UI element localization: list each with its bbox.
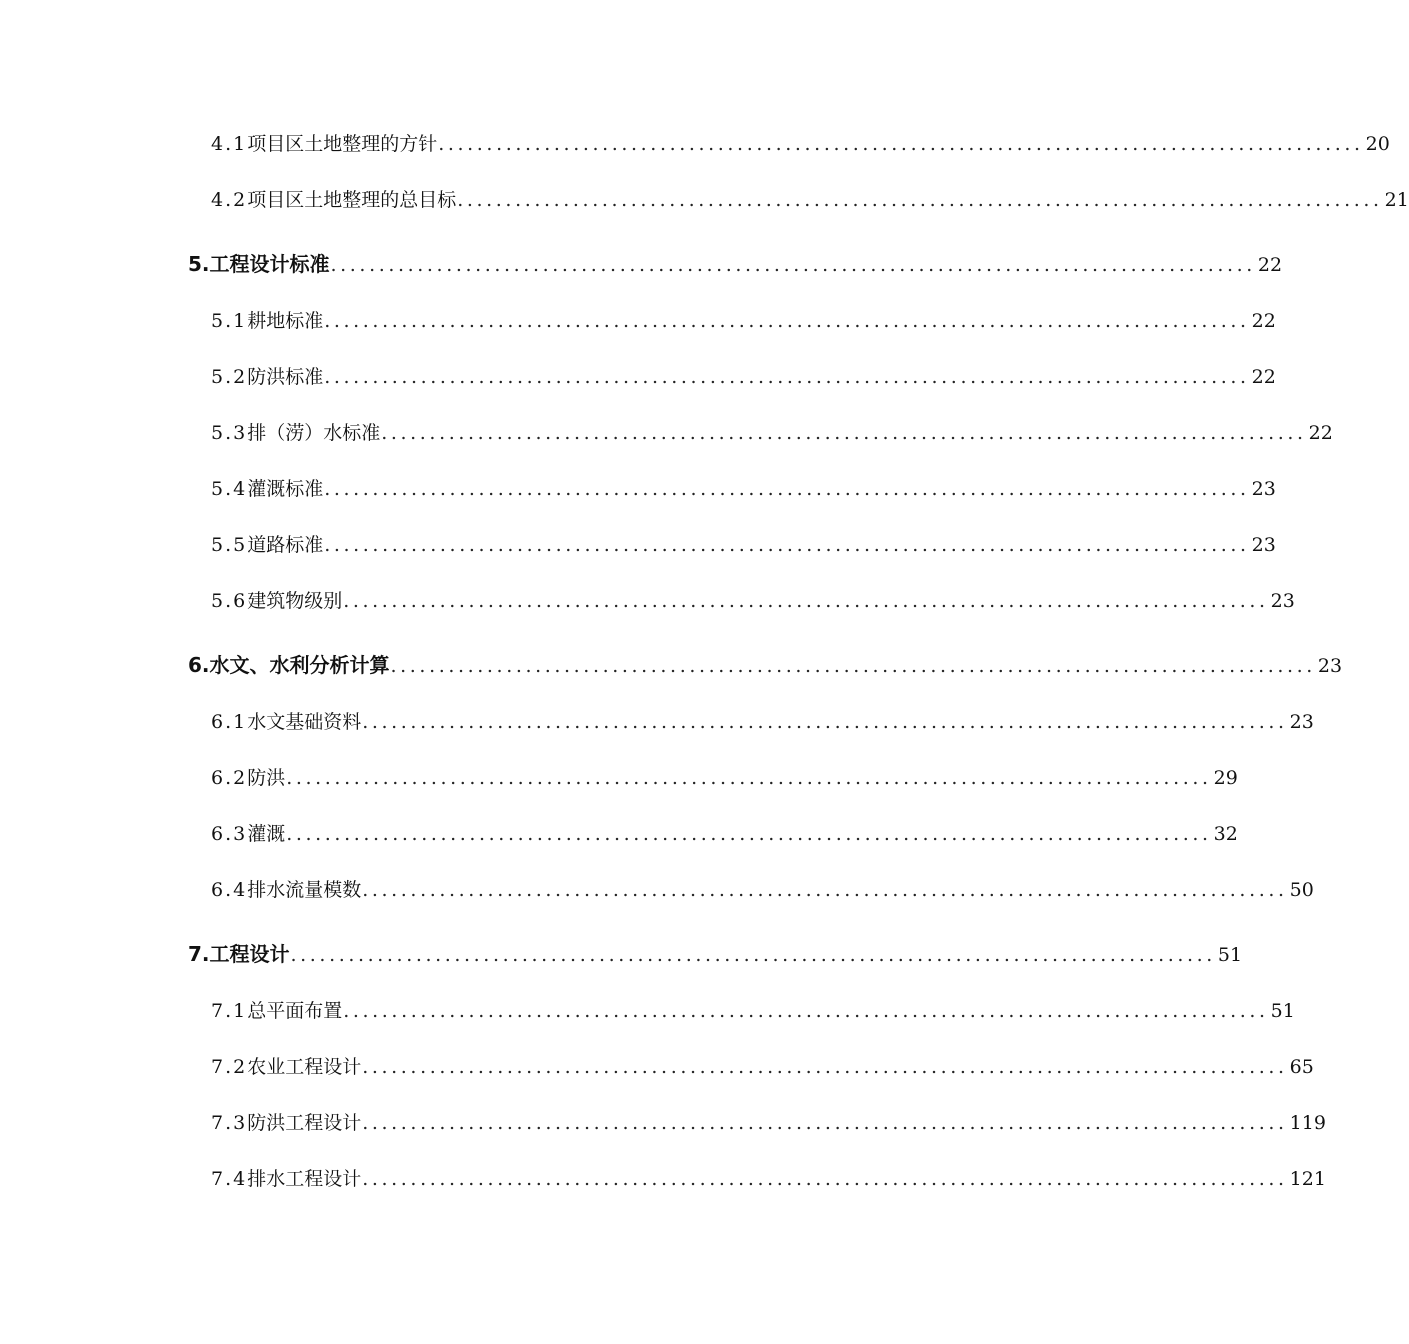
toc-entry-page: 51 [1270, 1000, 1295, 1022]
dot-leader: ................................................................................................ [362, 1168, 1288, 1190]
toc-entry-page: 51 [1217, 944, 1243, 966]
toc-entry-6-3[interactable] [0, 816, 1238, 856]
toc-chapter-title: 工程设计标准 [209, 252, 330, 276]
dot-leader: ................................................................................................ [290, 944, 1216, 966]
toc-entry-5-6[interactable] [0, 583, 1295, 623]
toc-entry-page: 23 [1251, 534, 1276, 556]
toc-chapter-title: 水文、水利分析计算 [209, 653, 390, 677]
toc-entry-page: 65 [1289, 1056, 1314, 1078]
toc-entry-4-2[interactable] [0, 182, 1409, 222]
toc-entry-title: 灌溉标准 [247, 478, 324, 500]
dot-leader: ................................................................................................ [381, 422, 1307, 444]
toc-entry-number: 5.3 [211, 422, 248, 444]
dot-leader: ................................................................................................ [362, 1056, 1288, 1078]
dot-leader: ................................................................................................ [457, 189, 1383, 211]
toc-entry-title: 防洪工程设计 [247, 1112, 362, 1134]
toc-entry-7-1[interactable] [0, 993, 1295, 1033]
toc-entry-number: 6.1 [211, 711, 248, 733]
toc-entry-title: 排水流量模数 [247, 879, 362, 901]
toc-entry-title: 项目区土地整理的方针 [247, 133, 438, 155]
toc-entry-title: 排水工程设计 [247, 1168, 362, 1190]
dot-leader: ................................................................................................ [390, 655, 1316, 677]
toc-entry-page: 119 [1289, 1112, 1326, 1134]
toc-entry-number: 6.3 [211, 823, 248, 845]
toc-entry-page: 23 [1289, 711, 1314, 733]
toc-entry-title: 防洪 [247, 767, 286, 789]
dot-leader: ................................................................................................ [330, 254, 1256, 276]
toc-entry-title: 排（涝）水标准 [247, 422, 381, 444]
toc-entry-number: 7.1 [211, 1000, 248, 1022]
toc-entry-number: 4.2 [211, 189, 248, 211]
toc-entry-number: 7.4 [211, 1168, 248, 1190]
toc-entry-title: 建筑物级别 [247, 590, 343, 612]
toc-entry-page: 23 [1317, 655, 1343, 677]
dot-leader: ................................................................................................ [343, 590, 1269, 612]
toc-entry-title: 水文基础资料 [247, 711, 362, 733]
toc-entry-6-2[interactable] [0, 760, 1238, 800]
toc-chapter-5[interactable] [0, 247, 1283, 287]
toc-entry-number: 6.4 [211, 879, 248, 901]
toc-entry-number: 5.6 [211, 590, 248, 612]
dot-leader: ................................................................................................ [286, 767, 1212, 789]
toc-entry-number: 5.1 [211, 310, 248, 332]
toc-entry-page: 32 [1213, 823, 1238, 845]
dot-leader: ................................................................................................ [324, 310, 1250, 332]
dot-leader: ................................................................................................ [324, 366, 1250, 388]
dot-leader: ................................................................................................ [362, 1112, 1288, 1134]
toc-entry-number: 5.5 [211, 534, 248, 556]
toc-entry-page: 121 [1289, 1168, 1326, 1190]
toc-entry-page: 29 [1213, 767, 1238, 789]
dot-leader: ................................................................................................ [324, 534, 1250, 556]
toc-entry-5-4[interactable] [0, 471, 1276, 511]
toc-entry-7-4[interactable] [0, 1161, 1326, 1201]
toc-entry-page: 22 [1257, 254, 1283, 276]
toc-chapter-7[interactable] [0, 937, 1243, 977]
toc-entry-page: 22 [1251, 366, 1276, 388]
dot-leader: ................................................................................................ [343, 1000, 1269, 1022]
toc-entry-5-2[interactable] [0, 359, 1276, 399]
toc-entry-title: 项目区土地整理的总目标 [247, 189, 457, 211]
toc-entry-title: 总平面布置 [247, 1000, 343, 1022]
toc-entry-4-1[interactable] [0, 126, 1390, 166]
toc-entry-title: 农业工程设计 [247, 1056, 362, 1078]
toc-entry-number: 5.4 [211, 478, 248, 500]
toc-chapter-number: 5. [188, 252, 210, 276]
dot-leader: ................................................................................................ [362, 879, 1288, 901]
dot-leader: ................................................................................................ [438, 133, 1364, 155]
toc-entry-title: 道路标准 [247, 534, 324, 556]
toc-entry-page: 23 [1270, 590, 1295, 612]
toc-entry-page: 22 [1308, 422, 1333, 444]
toc-entry-5-1[interactable] [0, 303, 1276, 343]
toc-entry-7-3[interactable] [0, 1105, 1326, 1145]
toc-entry-7-2[interactable] [0, 1049, 1314, 1089]
toc-entry-number: 7.3 [211, 1112, 248, 1134]
toc-entry-5-3[interactable] [0, 415, 1333, 455]
toc-entry-title: 防洪标准 [247, 366, 324, 388]
toc-entry-page: 22 [1251, 310, 1276, 332]
toc-entry-page: 50 [1289, 879, 1314, 901]
toc-entry-title: 耕地标准 [247, 310, 324, 332]
toc-chapter-title: 工程设计 [209, 942, 290, 966]
toc-entry-page: 21 [1384, 189, 1409, 211]
toc-entry-page: 23 [1251, 478, 1276, 500]
toc-entry-number: 5.2 [211, 366, 248, 388]
toc-chapter-6[interactable] [0, 648, 1343, 688]
toc-chapter-number: 6. [188, 653, 210, 677]
toc-entry-number: 7.2 [211, 1056, 248, 1078]
toc-entry-6-4[interactable] [0, 872, 1314, 912]
toc-entry-5-5[interactable] [0, 527, 1276, 567]
toc-entry-title: 灌溉 [247, 823, 286, 845]
toc-entry-page: 20 [1365, 133, 1390, 155]
toc-entry-number: 6.2 [211, 767, 248, 789]
toc-entry-number: 4.1 [211, 133, 248, 155]
toc-chapter-number: 7. [188, 942, 210, 966]
toc-entry-6-1[interactable] [0, 704, 1314, 744]
dot-leader: ................................................................................................ [362, 711, 1288, 733]
dot-leader: ................................................................................................ [324, 478, 1250, 500]
dot-leader: ................................................................................................ [286, 823, 1212, 845]
